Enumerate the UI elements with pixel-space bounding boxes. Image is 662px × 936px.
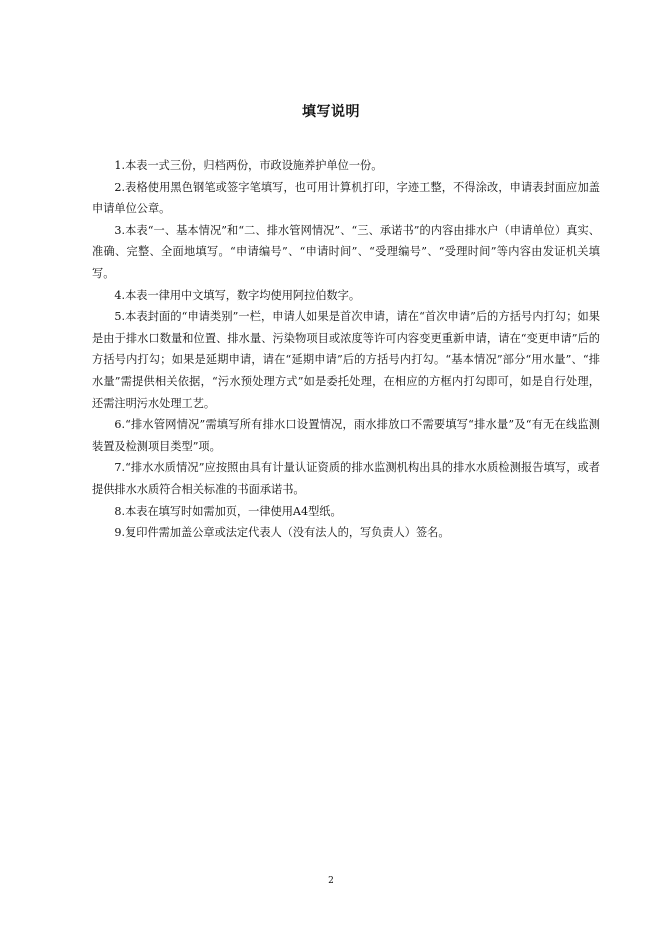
instruction-paragraph-6: 6.“排水管网情况”需填写所有排水口设置情况，雨水排放口不需要填写“排水量”及“有无在线监测装置及检测项目类型”项。: [92, 418, 600, 453]
page-title: 填写说明: [302, 104, 360, 120]
instruction-paragraph-2: 2.表格使用黑色钢笔或签字笔填写，也可用计算机打印，字迹工整，不得涂改，申请表封面应加盖申请单位公章。: [92, 180, 600, 216]
instruction-paragraph-7: 7.“排水水质情况”应按照由具有计量认证资质的排水监测机构出具的排水水质检测报告填写，或者提供排水水质符合相关标准的书面承诺书。: [92, 461, 600, 496]
instruction-paragraph-3: 3.本表“一、基本情况”和“二、排水管网情况”、“三、承诺书”的内容由排水户（申请单位）真实、准确、完整、全面地填写。“申请编号”、“申请时间”、“受理编号”、“受理时间”等内容由发证机关填写。: [92, 223, 600, 280]
instruction-paragraph-9: 9.复印件需加盖公章或法定代表人（没有法人的，写负责人）签名。: [114, 526, 450, 540]
instruction-paragraph-5: 5.本表封面的“申请类别”一栏，申请人如果是首次申请，请在“首次申请”后的方括号内打勾；如果是由于排水口数量和位置、排水量、污染物项目或浓度等许可内容变更重新申请，请在“变更申请”后的方括号内打勾；如果是延期申请，请在“延期申请”后的方括号内打勾。“基本情况”部分“用水量”、“排水量”需提供相关依据，“污水预处理方式”如是委托处理，在相应的方框内打勾即可，如是自行处理，还需注明污水处理工艺。: [92, 310, 600, 410]
instruction-paragraph-1: 1.本表一式三份，归档两份，市政设施养护单位一份。: [114, 159, 383, 172]
instruction-paragraph-4: 4.本表一律用中文填写，数字均使用阿拉伯数字。: [114, 288, 361, 302]
instruction-paragraph-8: 8.本表在填写时如需加页，一律使用A4型纸。: [114, 504, 342, 518]
page-number: 2: [328, 876, 334, 886]
instructions-body: [92, 155, 600, 544]
